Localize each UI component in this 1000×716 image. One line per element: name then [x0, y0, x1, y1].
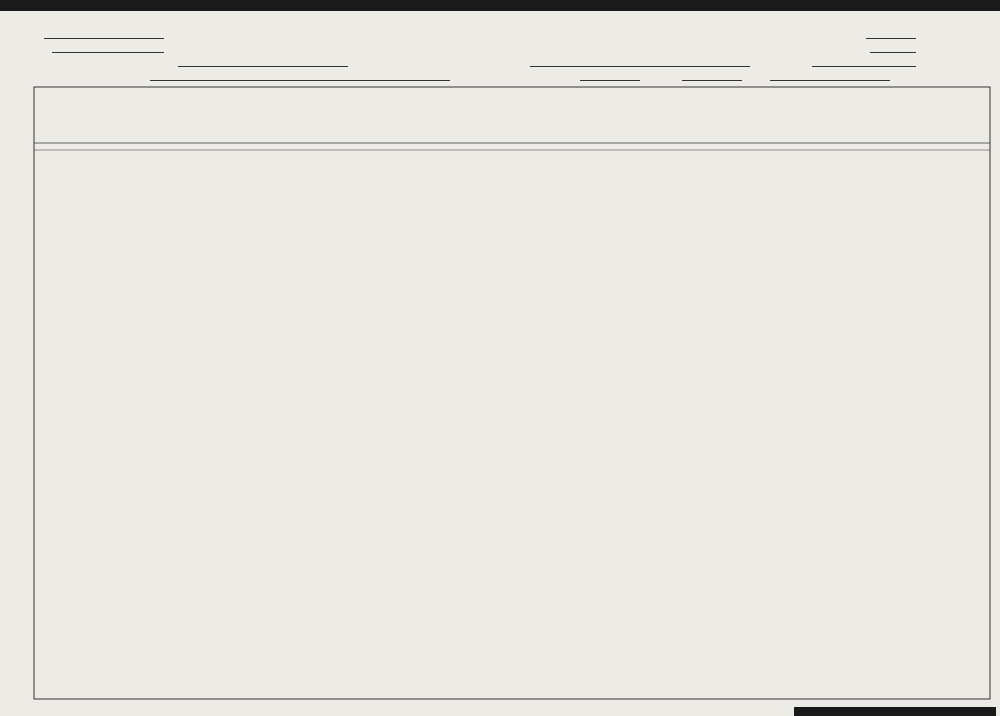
copyright-notice	[794, 707, 996, 716]
